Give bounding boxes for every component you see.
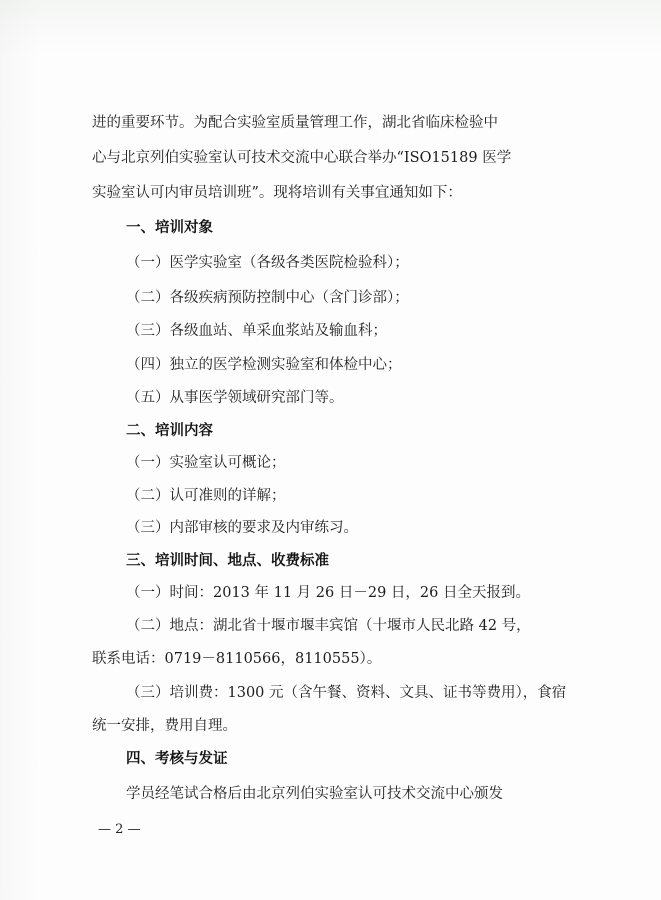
page-number: — 2 — <box>98 822 141 837</box>
list-item: （三）内部审核的要求及内审练习。 <box>126 520 358 536</box>
list-item: （五）从事医学领域研究部门等。 <box>126 390 344 406</box>
list-item: （二）地点：湖北省十堰市堰丰宾馆（十堰市人民北路 42 号， <box>126 618 531 634</box>
list-item-continuation: 联系电话：0719－8110566，8110555）。 <box>92 651 382 667</box>
scan-texture-top <box>0 0 661 55</box>
paragraph-line: 学员经笔试合格后由北京列伯实验室认可技术交流中心颁发 <box>126 786 503 802</box>
paragraph-line: 实验室认可内审员培训班”。现将培训有关事宜通知如下： <box>92 185 462 201</box>
section-heading-4: 四、考核与发证 <box>126 751 228 767</box>
list-item: （二）各级疾病预防控制中心（含门诊部）； <box>126 290 409 306</box>
paragraph-line: 心与北京列伯实验室认可技术交流中心联合举办“ISO15189 医学 <box>92 150 512 166</box>
section-heading-3: 三、培训时间、地点、收费标准 <box>126 553 329 569</box>
paragraph-line: 进的重要环节。为配合实验室质量管理工作，湖北省临床检验中 <box>92 115 498 131</box>
list-item: （一）时间：2013 年 11 月 26 日－29 日，26 日全天报到。 <box>126 585 530 601</box>
list-item: （三）各级血站、单采血浆站及输血科； <box>126 323 387 339</box>
list-item: （一）医学实验室（各级各类医院检验科）； <box>126 255 409 271</box>
list-item: （四）独立的医学检测实验室和体检中心； <box>126 357 402 373</box>
scan-texture-left <box>0 0 40 900</box>
section-heading-1: 一、培训对象 <box>126 220 213 236</box>
list-item: （三）培训费：1300 元（含午餐、资料、文具、证书等费用），食宿 <box>126 685 567 701</box>
list-item-continuation: 统一安排，费用自理。 <box>92 718 237 734</box>
list-item: （二）认可准则的详解； <box>126 488 286 504</box>
list-item: （一）实验室认可概论； <box>126 455 286 471</box>
section-heading-2: 二、培训内容 <box>126 423 213 439</box>
